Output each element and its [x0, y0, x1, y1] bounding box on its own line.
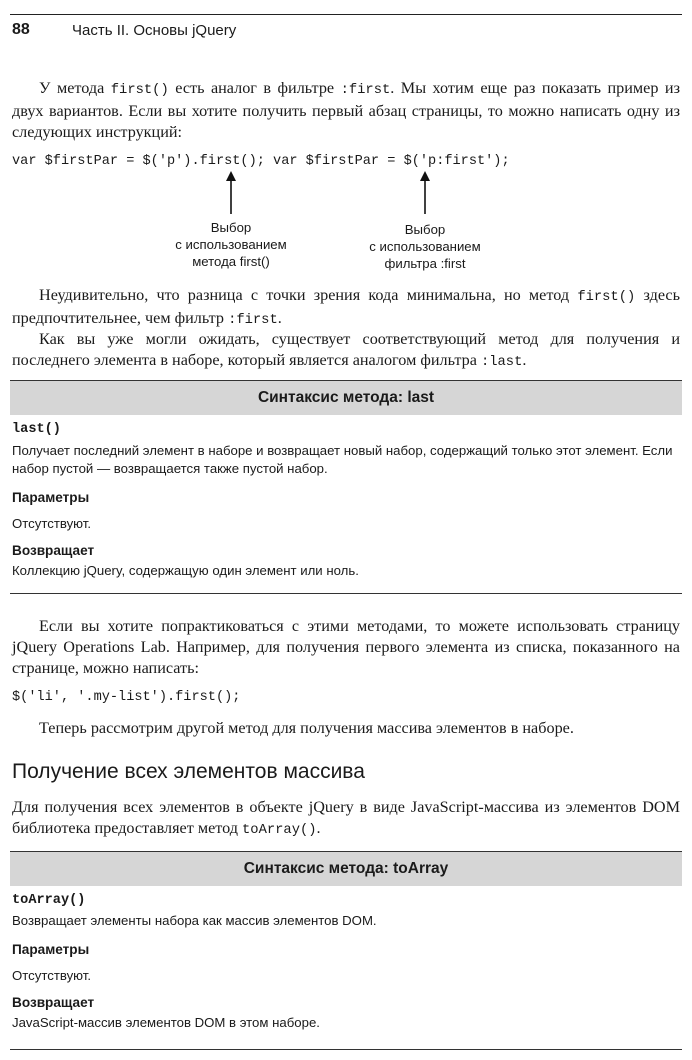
params-heading: Параметры	[12, 942, 90, 957]
code-example-first: var $firstPar = $('p').first(); var $firstPar = $('p:first');	[12, 154, 510, 169]
intro-paragraph: У метода first() есть аналог в фильтре :first. Мы хотим еще раз показать пример из двух вариантов. Если вы хотите получить первый абзац страницы, то можно написать одну из следующих инструкций:	[12, 79, 680, 141]
syntax-box-toarray	[10, 851, 682, 1050]
code-example-list: $('li', '.my-list').first();	[12, 690, 241, 705]
section-title: Получение всех элементов массива	[12, 760, 365, 783]
method-description: Возвращает элементы набора как массив элементов DOM.	[12, 913, 377, 928]
paragraph-practice: Если вы хотите попрактиковаться с этими методами, то можете использовать страницу jQuery Operations Lab. Например, для получения первого элемента из списка, показанного на странице, можно написать:	[12, 617, 680, 677]
params-value: Отсутствуют.	[12, 516, 92, 531]
paragraph-last: Как вы уже могли ожидать, существует соответствующий метод для получения и последнего элемента в наборе, который является аналогом фильтра :last.	[12, 330, 680, 370]
returns-heading: Возвращает	[12, 543, 95, 558]
returns-value: Коллекцию jQuery, содержащую один элемент или ноль.	[12, 563, 359, 578]
callout-method: Выбор с использованием метода first()	[175, 220, 287, 269]
paragraph-difference: Неудивительно, что разница с точки зрения кода минимальна, но метод first() здесь предпочтительнее, чем фильтр :first.	[12, 286, 680, 328]
page-header	[10, 14, 682, 53]
syntax-title: Синтаксис метода: toArray	[10, 851, 682, 886]
syntax-title: Синтаксис метода: last	[10, 380, 682, 415]
syntax-box-last	[10, 380, 682, 594]
method-description: Получает последний элемент в наборе и возвращает новый набор, содержащий только этот элемент. Если набор пустой — возвращается также пустой набор.	[12, 443, 673, 476]
arrow-up-icon	[223, 170, 239, 216]
paragraph-next: Теперь рассмотрим другой метод для получения массива элементов в наборе.	[39, 719, 574, 737]
running-title: Часть II. Основы jQuery	[72, 22, 237, 39]
returns-heading: Возвращает	[12, 995, 95, 1010]
paragraph-toarray: Для получения всех элементов в объекте jQuery в виде JavaScript-массива из элементов DOM библиотека предоставляет метод toArray().	[12, 798, 680, 838]
page-number: 88	[12, 21, 30, 38]
method-signature: toArray()	[12, 893, 86, 908]
arrow-up-icon	[417, 170, 433, 216]
callout-filter: Выбор с использованием фильтра :first	[369, 222, 481, 271]
params-value: Отсутствуют.	[12, 968, 92, 983]
params-heading: Параметры	[12, 490, 90, 505]
returns-value: JavaScript-массив элементов DOM в этом наборе.	[12, 1015, 320, 1030]
method-signature: last()	[12, 422, 61, 437]
